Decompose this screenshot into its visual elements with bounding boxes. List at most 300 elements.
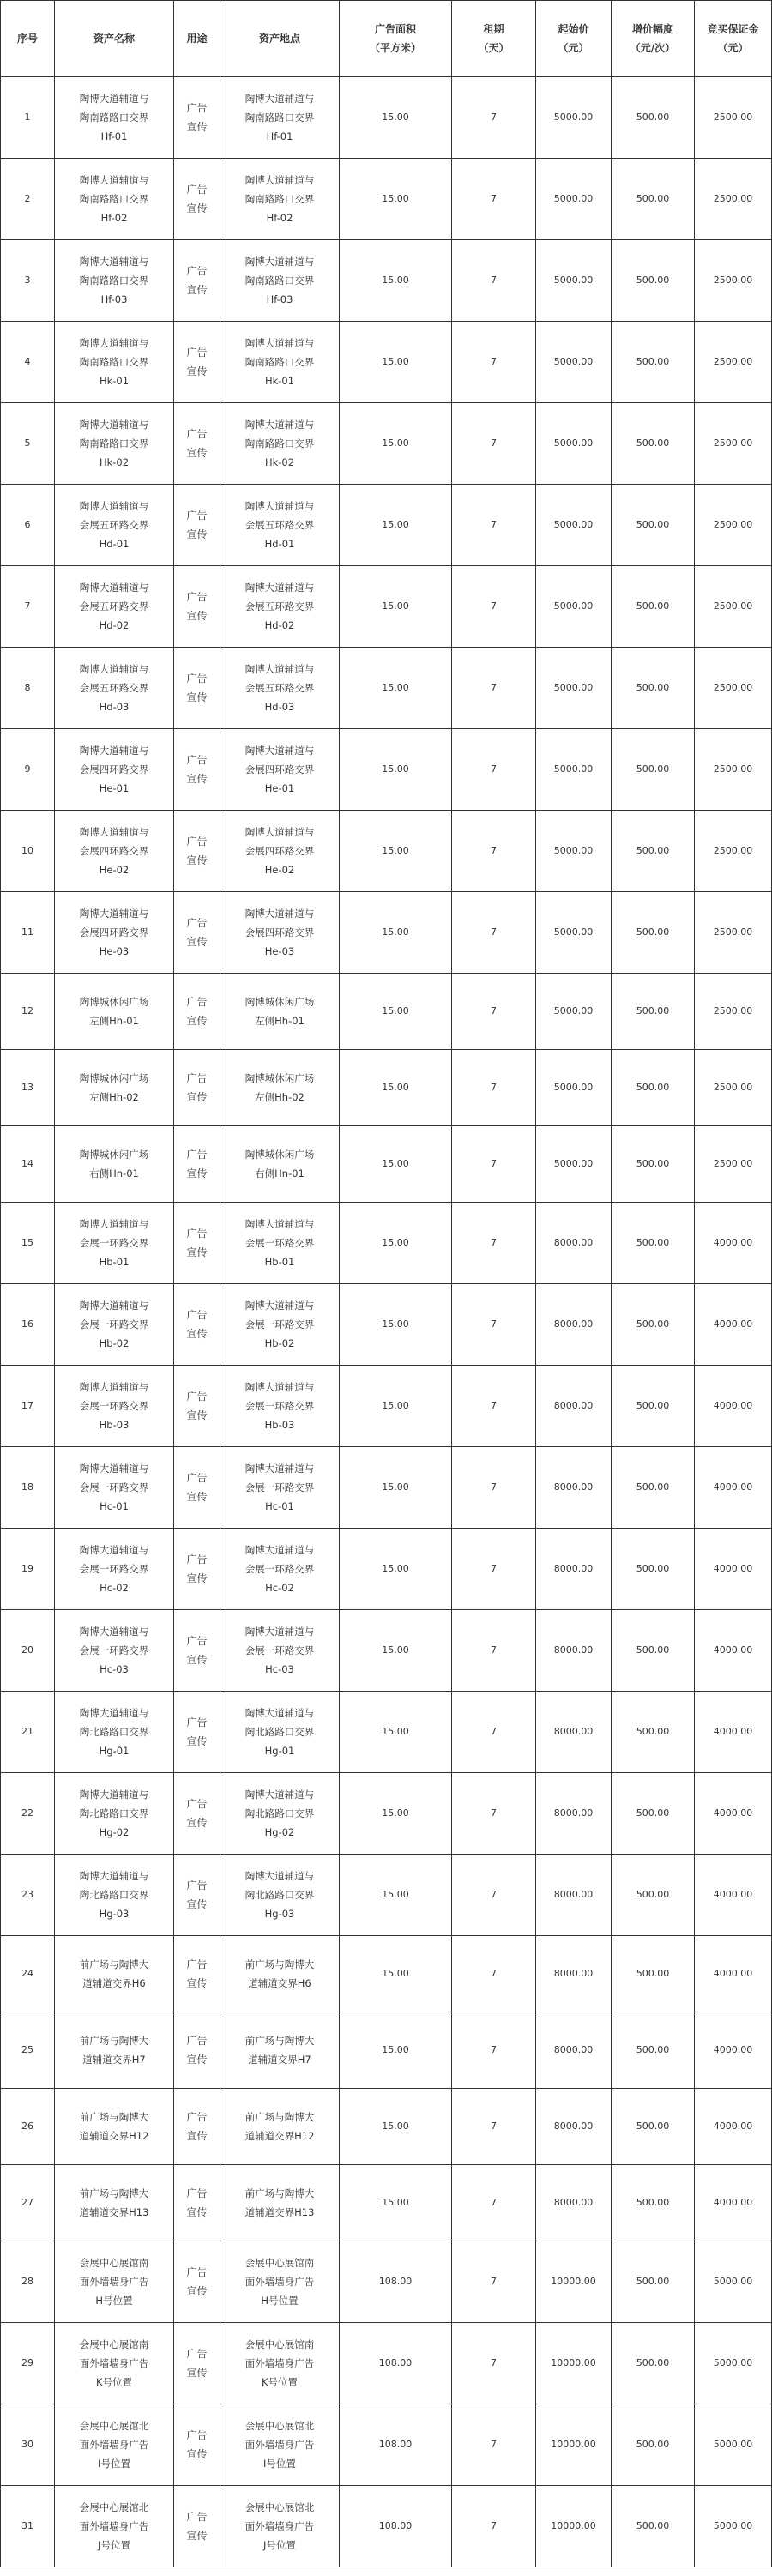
cell-term xyxy=(452,2486,536,2567)
cell-use xyxy=(174,1126,220,1203)
cell-text: Hd-02 xyxy=(99,619,130,631)
cell-text: 陶博大道辅道与 xyxy=(244,1381,315,1393)
cell-text: 5000.00 xyxy=(713,2357,753,2368)
cell-text: 10 xyxy=(21,845,33,856)
cell-text: 陶博大道辅道与 xyxy=(79,1300,149,1312)
cell-text: Hk-01 xyxy=(99,375,130,387)
table-row xyxy=(1,1855,772,1936)
cell-deposit xyxy=(695,2089,772,2165)
cell-seq xyxy=(1,2323,55,2404)
cell-text: 宣传 xyxy=(186,1167,208,1179)
cell-text: 宣传 xyxy=(186,1491,208,1503)
cell-text: 陶博大道辅道与 xyxy=(244,745,315,757)
cell-increment xyxy=(612,2323,695,2404)
cell-asset-location xyxy=(220,159,340,240)
cell-text: J号位置 xyxy=(98,2539,130,2551)
cell-text: 广告 xyxy=(186,428,208,440)
cell-text: 500.00 xyxy=(636,1889,670,1900)
cell-text: 会展四环路交界 xyxy=(79,926,149,938)
cell-increment xyxy=(612,1855,695,1936)
cell-text: 陶博大道辅道与 xyxy=(244,826,315,838)
cell-start-price xyxy=(536,2404,612,2486)
cell-text: 500.00 xyxy=(636,926,670,938)
cell-text: 陶博城休闲广场 xyxy=(79,1149,149,1161)
cell-term xyxy=(452,892,536,974)
cell-increment xyxy=(612,159,695,240)
cell-text: 8000.00 xyxy=(553,1968,594,1979)
cell-text: 广告 xyxy=(186,184,208,196)
cell-text: 108.00 xyxy=(378,2439,413,2450)
cell-text: 15.00 xyxy=(382,1563,409,1574)
cell-text: 15.00 xyxy=(382,926,409,938)
cell-text: 7 xyxy=(491,437,497,449)
cell-area xyxy=(340,2241,452,2323)
cell-increment xyxy=(612,892,695,974)
cell-text: 陶博大道辅道与 xyxy=(244,1300,315,1312)
cell-term xyxy=(452,1447,536,1529)
cell-asset-name xyxy=(55,2165,174,2241)
table-row xyxy=(1,240,772,322)
cell-asset-name xyxy=(55,1126,174,1203)
cell-use xyxy=(174,1529,220,1610)
cell-text: 7 xyxy=(491,2520,497,2531)
cell-term xyxy=(452,566,536,648)
table-row xyxy=(1,1203,772,1284)
cell-text: 陶博大道辅道与 xyxy=(79,908,149,920)
cell-text: 会展一环路交界 xyxy=(79,1563,149,1575)
cell-text: 11 xyxy=(21,926,33,938)
cell-text: Hc-01 xyxy=(265,1500,294,1512)
cell-asset-name xyxy=(55,2404,174,2486)
cell-text: 2500.00 xyxy=(713,519,753,530)
cell-seq xyxy=(1,1447,55,1529)
table-row xyxy=(1,1366,772,1447)
table-header-row xyxy=(1,1,772,77)
cell-text: 8000.00 xyxy=(553,1889,594,1900)
cell-text: 前广场与陶博大 xyxy=(79,1958,149,1970)
cell-asset-location xyxy=(220,77,340,159)
cell-asset-name xyxy=(55,1366,174,1447)
cell-text: Hd-01 xyxy=(99,538,130,550)
cell-text: 陶博大道辅道与 xyxy=(244,1463,315,1475)
cell-seq xyxy=(1,159,55,240)
table-row xyxy=(1,1610,772,1692)
cell-text: 8000.00 xyxy=(553,2044,594,2055)
table-row xyxy=(1,1773,772,1855)
cell-text: 17 xyxy=(21,1400,33,1411)
table-row xyxy=(1,1936,772,2012)
table-row xyxy=(1,1447,772,1529)
cell-text: 陶博城休闲广场 xyxy=(79,996,149,1008)
cell-text: 前广场与陶博大 xyxy=(79,2187,149,2199)
cell-asset-name xyxy=(55,892,174,974)
cell-start-price xyxy=(536,811,612,892)
cell-text: 宣传 xyxy=(186,691,208,703)
table-row xyxy=(1,2323,772,2404)
cell-text: He-02 xyxy=(264,864,295,876)
cell-text: 广告 xyxy=(186,510,208,522)
cell-use xyxy=(174,485,220,566)
cell-area xyxy=(340,566,452,648)
cell-asset-name xyxy=(55,2486,174,2567)
cell-use xyxy=(174,1203,220,1284)
cell-text: J号位置 xyxy=(263,2539,296,2551)
cell-text: 陶博大道辅道与 xyxy=(79,663,149,675)
cell-text: 8 xyxy=(24,682,31,693)
cell-text: 5 xyxy=(24,437,31,449)
cell-text: 会展五环路交界 xyxy=(244,682,315,694)
cell-use xyxy=(174,648,220,729)
cell-deposit xyxy=(695,77,772,159)
cell-text: Hc-02 xyxy=(265,1582,294,1594)
cell-deposit xyxy=(695,1529,772,1610)
cell-text: 面外墙墙身广告 xyxy=(244,2520,315,2532)
header-deposit: 竞买保证金 （元） xyxy=(695,1,772,77)
cell-text: 陶博大道辅道与 xyxy=(79,93,149,105)
cell-term xyxy=(452,1610,536,1692)
cell-text: 15.00 xyxy=(382,1158,409,1169)
table-row xyxy=(1,77,772,159)
header-term: 租期 （天） xyxy=(452,1,536,77)
table-row xyxy=(1,1284,772,1366)
cell-start-price xyxy=(536,240,612,322)
cell-use xyxy=(174,2012,220,2089)
cell-seq xyxy=(1,2486,55,2567)
cell-start-price xyxy=(536,1203,612,1284)
cell-text: 7 xyxy=(491,2121,497,2132)
cell-text: 宣传 xyxy=(186,1015,208,1027)
cell-text: 会展一环路交界 xyxy=(244,1481,315,1493)
cell-text: He-03 xyxy=(99,945,130,957)
cell-text: Hg-03 xyxy=(264,1908,295,1920)
cell-use xyxy=(174,2486,220,2567)
cell-text: 5000.00 xyxy=(553,1158,594,1169)
cell-area xyxy=(340,729,452,811)
cell-asset-name xyxy=(55,648,174,729)
cell-area xyxy=(340,2486,452,2567)
cell-asset-location xyxy=(220,322,340,403)
cell-text: 7 xyxy=(491,193,497,204)
cell-asset-name xyxy=(55,811,174,892)
cell-text: 宣传 xyxy=(186,365,208,377)
cell-text: 宣传 xyxy=(186,1328,208,1340)
cell-use xyxy=(174,1050,220,1126)
cell-text: 陶南路路口交界 xyxy=(79,437,149,449)
cell-text: 陶南路路口交界 xyxy=(79,356,149,368)
cell-text: 500.00 xyxy=(636,2121,670,2132)
cell-text: 陶博大道辅道与 xyxy=(244,1626,315,1638)
cell-text: 会展中心展馆北 xyxy=(244,2501,315,2513)
cell-asset-name xyxy=(55,2012,174,2089)
cell-asset-location xyxy=(220,648,340,729)
cell-text: 7 xyxy=(491,2044,497,2055)
cell-text: 广告 xyxy=(186,591,208,603)
cell-text: 500.00 xyxy=(636,437,670,449)
cell-text: 左侧Hh-01 xyxy=(255,1015,305,1027)
cell-text: Hb-03 xyxy=(99,1419,130,1431)
cell-text: 会展四环路交界 xyxy=(244,763,315,775)
cell-term xyxy=(452,2241,536,2323)
cell-start-price xyxy=(536,1936,612,2012)
cell-use xyxy=(174,2323,220,2404)
cell-asset-location xyxy=(220,1284,340,1366)
cell-text: Hk-02 xyxy=(264,456,295,468)
cell-start-price xyxy=(536,1773,612,1855)
cell-text: 7 xyxy=(491,356,497,367)
cell-asset-name xyxy=(55,403,174,485)
cell-increment xyxy=(612,2089,695,2165)
cell-text: 广告 xyxy=(186,673,208,685)
cell-text: 面外墙墙身广告 xyxy=(244,2357,315,2369)
cell-use xyxy=(174,2165,220,2241)
cell-term xyxy=(452,648,536,729)
cell-start-price xyxy=(536,2012,612,2089)
cell-text: 8000.00 xyxy=(553,1726,594,1737)
cell-text: 500.00 xyxy=(636,2276,670,2287)
cell-text: 2500.00 xyxy=(713,763,753,775)
cell-asset-location xyxy=(220,2486,340,2567)
cell-deposit xyxy=(695,892,772,974)
cell-text: 500.00 xyxy=(636,519,670,530)
cell-text: 500.00 xyxy=(636,193,670,204)
cell-text: 15.00 xyxy=(382,519,409,530)
cell-text: 道辅道交界H6 xyxy=(248,1977,311,1989)
cell-text: 5000.00 xyxy=(553,193,594,204)
cell-text: 陶博大道辅道与 xyxy=(244,1789,315,1801)
cell-text: Hb-01 xyxy=(99,1256,130,1268)
cell-text: 5000.00 xyxy=(713,2439,753,2450)
cell-text: 广告 xyxy=(186,1391,208,1403)
cell-text: 宣传 xyxy=(186,610,208,622)
cell-text: 3 xyxy=(24,274,31,286)
cell-seq xyxy=(1,2165,55,2241)
cell-asset-location xyxy=(220,1936,340,2012)
cell-text: 陶博大道辅道与 xyxy=(244,337,315,349)
cell-text: 10000.00 xyxy=(551,2357,596,2368)
cell-text: 7 xyxy=(491,1318,497,1330)
cell-text: He-02 xyxy=(99,864,130,876)
cell-start-price xyxy=(536,1855,612,1936)
cell-text: 陶博城休闲广场 xyxy=(244,1149,315,1161)
cell-term xyxy=(452,322,536,403)
cell-area xyxy=(340,811,452,892)
cell-text: 15.00 xyxy=(382,1400,409,1411)
cell-term xyxy=(452,240,536,322)
cell-asset-location xyxy=(220,892,340,974)
cell-term xyxy=(452,1692,536,1773)
cell-text: 1 xyxy=(24,112,31,123)
cell-seq xyxy=(1,974,55,1050)
cell-text: 28 xyxy=(21,2276,33,2287)
cell-text: 道辅道交界H12 xyxy=(244,2130,315,2142)
cell-text: 陶博大道辅道与 xyxy=(79,582,149,594)
cell-text: 7 xyxy=(24,600,31,612)
cell-text: 8000.00 xyxy=(553,1400,594,1411)
cell-text: I号位置 xyxy=(98,2458,130,2470)
cell-text: 5000.00 xyxy=(553,274,594,286)
cell-asset-location xyxy=(220,566,340,648)
cell-text: 2500.00 xyxy=(713,682,753,693)
cell-text: 7 xyxy=(491,1237,497,1248)
cell-text: 陶北路路口交界 xyxy=(244,1889,315,1901)
cell-text: 12 xyxy=(21,1005,33,1017)
cell-text: 会展一环路交界 xyxy=(244,1563,315,1575)
cell-text: 广告 xyxy=(186,2266,208,2278)
cell-text: Hd-03 xyxy=(264,701,295,713)
cell-text: 4000.00 xyxy=(713,1807,753,1819)
cell-deposit xyxy=(695,1692,772,1773)
cell-text: 陶博大道辅道与 xyxy=(79,337,149,349)
cell-text: 7 xyxy=(491,1968,497,1979)
cell-text: 道辅道交界H7 xyxy=(248,2054,311,2066)
cell-text: 27 xyxy=(21,2197,33,2208)
cell-use xyxy=(174,1936,220,2012)
cell-text: 广告 xyxy=(186,2348,208,2360)
cell-asset-location xyxy=(220,1855,340,1936)
cell-text: H号位置 xyxy=(261,2295,299,2307)
cell-text: Hc-03 xyxy=(100,1663,129,1675)
cell-text: 陶南路路口交界 xyxy=(79,193,149,205)
cell-text: 2500.00 xyxy=(713,112,753,123)
cell-start-price xyxy=(536,2241,612,2323)
cell-text: 陶博大道辅道与 xyxy=(244,1218,315,1230)
cell-deposit xyxy=(695,2241,772,2323)
cell-text: 陶博大道辅道与 xyxy=(79,1626,149,1638)
cell-increment xyxy=(612,1050,695,1126)
cell-text: 陶北路路口交界 xyxy=(79,1726,149,1738)
cell-term xyxy=(452,1529,536,1610)
cell-text: 15.00 xyxy=(382,1968,409,1979)
cell-text: 7 xyxy=(491,1481,497,1493)
cell-text: 500.00 xyxy=(636,2044,670,2055)
header-seq: 序号 xyxy=(1,1,55,77)
cell-asset-location xyxy=(220,2165,340,2241)
cell-text: 陶南路路口交界 xyxy=(244,437,315,449)
cell-text: 16 xyxy=(21,1318,33,1330)
cell-text: 会展一环路交界 xyxy=(79,1318,149,1330)
cell-text: 14 xyxy=(21,1158,33,1169)
cell-text: 500.00 xyxy=(636,1726,670,1737)
cell-text: 广告 xyxy=(186,1072,208,1084)
cell-text: 会展中心展馆北 xyxy=(79,2420,149,2432)
cell-text: 15.00 xyxy=(382,1726,409,1737)
cell-text: K号位置 xyxy=(261,2376,299,2388)
cell-text: 广告 xyxy=(186,1635,208,1647)
cell-text: 15.00 xyxy=(382,2121,409,2132)
cell-text: 500.00 xyxy=(636,1563,670,1574)
cell-deposit xyxy=(695,811,772,892)
cell-use xyxy=(174,1447,220,1529)
cell-text: 陶博大道辅道与 xyxy=(244,1544,315,1556)
cell-text: 广告 xyxy=(186,265,208,277)
cell-text: 会展一环路交界 xyxy=(79,1644,149,1656)
cell-text: 会展中心展馆北 xyxy=(244,2420,315,2432)
cell-text: 左侧Hh-02 xyxy=(255,1091,305,1103)
cell-text: 会展五环路交界 xyxy=(79,519,149,531)
cell-text: 15.00 xyxy=(382,2044,409,2055)
cell-text: 陶博大道辅道与 xyxy=(244,663,315,675)
cell-text: 陶博城休闲广场 xyxy=(244,996,315,1008)
cell-text: 陶博大道辅道与 xyxy=(244,419,315,431)
cell-text: 500.00 xyxy=(636,1158,670,1169)
cell-text: 陶博大道辅道与 xyxy=(244,582,315,594)
cell-text: 21 xyxy=(21,1726,33,1737)
cell-text: 面外墙墙身广告 xyxy=(79,2357,149,2369)
header-area: 广告面积 （平方米） xyxy=(340,1,452,77)
cell-increment xyxy=(612,1203,695,1284)
table-row xyxy=(1,485,772,566)
cell-text: 15.00 xyxy=(382,1644,409,1656)
cell-text: 4000.00 xyxy=(713,1968,753,1979)
table-row xyxy=(1,566,772,648)
cell-text: 8000.00 xyxy=(553,1644,594,1656)
cell-seq xyxy=(1,1284,55,1366)
cell-text: 宣传 xyxy=(186,2448,208,2460)
cell-text: 7 xyxy=(491,926,497,938)
cell-area xyxy=(340,2404,452,2486)
cell-term xyxy=(452,974,536,1050)
cell-text: 108.00 xyxy=(378,2276,413,2287)
cell-text: Hd-01 xyxy=(264,538,295,550)
cell-deposit xyxy=(695,1936,772,2012)
cell-text: 面外墙墙身广告 xyxy=(244,2276,315,2288)
cell-use xyxy=(174,892,220,974)
cell-area xyxy=(340,1050,452,1126)
cell-seq xyxy=(1,322,55,403)
cell-text: 广告 xyxy=(186,917,208,929)
cell-text: 500.00 xyxy=(636,2197,670,2208)
cell-seq xyxy=(1,2012,55,2089)
cell-text: 会展四环路交界 xyxy=(244,845,315,857)
cell-seq xyxy=(1,1610,55,1692)
cell-text: 陶博大道辅道与 xyxy=(79,1789,149,1801)
cell-text: I号位置 xyxy=(263,2458,296,2470)
cell-text: 陶南路路口交界 xyxy=(244,274,315,287)
cell-increment xyxy=(612,1936,695,2012)
cell-term xyxy=(452,811,536,892)
cell-text: Hf-03 xyxy=(266,293,293,305)
cell-text: 宣传 xyxy=(186,1977,208,1989)
cell-start-price xyxy=(536,1692,612,1773)
cell-increment xyxy=(612,485,695,566)
cell-text: 4000.00 xyxy=(713,1400,753,1411)
cell-text: 5000.00 xyxy=(553,682,594,693)
cell-asset-name xyxy=(55,322,174,403)
cell-text: 15.00 xyxy=(382,1005,409,1017)
cell-area xyxy=(340,892,452,974)
cell-start-price xyxy=(536,1366,612,1447)
cell-text: 30 xyxy=(21,2439,33,2450)
cell-seq xyxy=(1,1773,55,1855)
cell-text: 5000.00 xyxy=(553,600,594,612)
cell-text: 陶博大道辅道与 xyxy=(79,256,149,268)
cell-text: 7 xyxy=(491,1563,497,1574)
cell-seq xyxy=(1,648,55,729)
cell-use xyxy=(174,77,220,159)
cell-area xyxy=(340,1610,452,1692)
cell-start-price xyxy=(536,892,612,974)
cell-text: 26 xyxy=(21,2121,33,2132)
cell-area xyxy=(340,1447,452,1529)
cell-text: Hf-01 xyxy=(266,130,293,142)
table-row xyxy=(1,2404,772,2486)
cell-text: 5000.00 xyxy=(713,2276,753,2287)
cell-text: 15.00 xyxy=(382,1889,409,1900)
cell-start-price xyxy=(536,974,612,1050)
table-row xyxy=(1,2486,772,2567)
table-row xyxy=(1,2241,772,2323)
cell-use xyxy=(174,322,220,403)
